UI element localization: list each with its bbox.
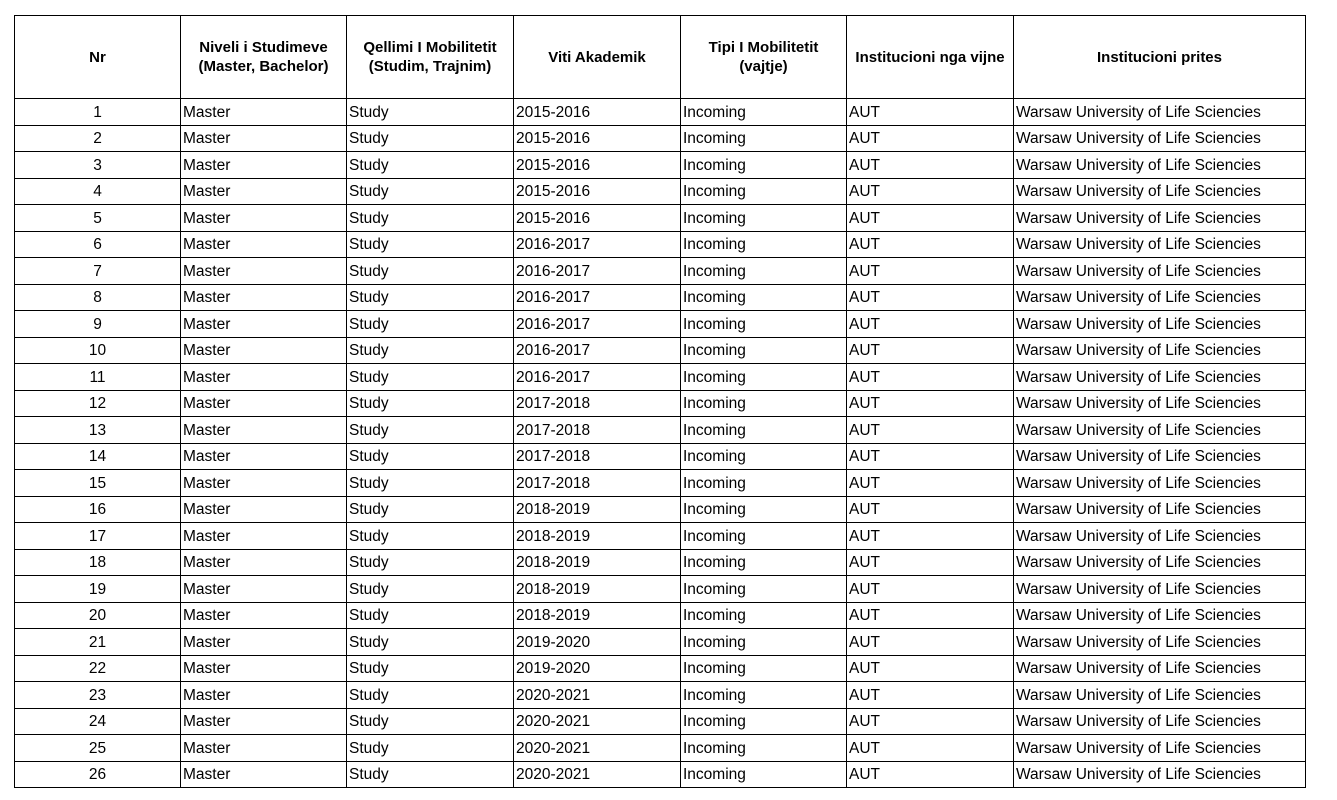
cell-nr: 20 <box>15 602 181 629</box>
cell-mobility-purpose: Study <box>347 496 514 523</box>
cell-mobility-purpose: Study <box>347 470 514 497</box>
cell-host-institution: Warsaw University of Life Sciencies <box>1014 549 1306 576</box>
cell-sending-institution: AUT <box>847 417 1014 444</box>
table-row <box>15 629 1306 656</box>
cell-nr: 1 <box>15 99 181 126</box>
cell-nr: 2 <box>15 125 181 152</box>
table-row <box>15 364 1306 391</box>
cell-host-institution: Warsaw University of Life Sciencies <box>1014 417 1306 444</box>
cell-mobility-type: Incoming <box>681 258 847 285</box>
table-row <box>15 682 1306 709</box>
cell-mobility-purpose: Study <box>347 231 514 258</box>
cell-host-institution: Warsaw University of Life Sciencies <box>1014 576 1306 603</box>
cell-mobility-type: Incoming <box>681 735 847 762</box>
cell-study-level: Master <box>181 258 347 285</box>
cell-mobility-type: Incoming <box>681 152 847 179</box>
cell-academic-year: 2018-2019 <box>514 602 681 629</box>
cell-study-level: Master <box>181 178 347 205</box>
cell-host-institution: Warsaw University of Life Sciencies <box>1014 311 1306 338</box>
table-row <box>15 761 1306 788</box>
cell-nr: 10 <box>15 337 181 364</box>
header-mobility-type: Tipi I Mobilitetit (vajtje) <box>681 16 847 99</box>
cell-academic-year: 2016-2017 <box>514 311 681 338</box>
cell-nr: 15 <box>15 470 181 497</box>
cell-study-level: Master <box>181 549 347 576</box>
cell-sending-institution: AUT <box>847 231 1014 258</box>
cell-mobility-type: Incoming <box>681 549 847 576</box>
cell-sending-institution: AUT <box>847 205 1014 232</box>
cell-academic-year: 2015-2016 <box>514 99 681 126</box>
cell-study-level: Master <box>181 231 347 258</box>
table-row <box>15 337 1306 364</box>
cell-sending-institution: AUT <box>847 549 1014 576</box>
cell-nr: 16 <box>15 496 181 523</box>
cell-mobility-purpose: Study <box>347 390 514 417</box>
cell-nr: 14 <box>15 443 181 470</box>
cell-mobility-type: Incoming <box>681 284 847 311</box>
cell-mobility-type: Incoming <box>681 708 847 735</box>
table-row <box>15 708 1306 735</box>
table-row <box>15 417 1306 444</box>
cell-host-institution: Warsaw University of Life Sciencies <box>1014 258 1306 285</box>
cell-study-level: Master <box>181 364 347 391</box>
cell-sending-institution: AUT <box>847 629 1014 656</box>
cell-academic-year: 2018-2019 <box>514 496 681 523</box>
table-row <box>15 470 1306 497</box>
cell-study-level: Master <box>181 152 347 179</box>
cell-sending-institution: AUT <box>847 735 1014 762</box>
cell-mobility-type: Incoming <box>681 125 847 152</box>
cell-study-level: Master <box>181 523 347 550</box>
cell-academic-year: 2019-2020 <box>514 629 681 656</box>
cell-study-level: Master <box>181 311 347 338</box>
cell-nr: 21 <box>15 629 181 656</box>
cell-sending-institution: AUT <box>847 258 1014 285</box>
cell-academic-year: 2015-2016 <box>514 125 681 152</box>
cell-study-level: Master <box>181 496 347 523</box>
cell-study-level: Master <box>181 708 347 735</box>
cell-sending-institution: AUT <box>847 708 1014 735</box>
cell-host-institution: Warsaw University of Life Sciencies <box>1014 682 1306 709</box>
cell-mobility-purpose: Study <box>347 99 514 126</box>
cell-mobility-type: Incoming <box>681 178 847 205</box>
cell-mobility-type: Incoming <box>681 470 847 497</box>
cell-host-institution: Warsaw University of Life Sciencies <box>1014 629 1306 656</box>
cell-nr: 25 <box>15 735 181 762</box>
cell-study-level: Master <box>181 470 347 497</box>
cell-sending-institution: AUT <box>847 364 1014 391</box>
cell-academic-year: 2020-2021 <box>514 735 681 762</box>
cell-host-institution: Warsaw University of Life Sciencies <box>1014 125 1306 152</box>
cell-sending-institution: AUT <box>847 576 1014 603</box>
cell-mobility-purpose: Study <box>347 205 514 232</box>
cell-sending-institution: AUT <box>847 125 1014 152</box>
cell-mobility-purpose: Study <box>347 523 514 550</box>
cell-academic-year: 2016-2017 <box>514 231 681 258</box>
cell-study-level: Master <box>181 682 347 709</box>
cell-study-level: Master <box>181 99 347 126</box>
cell-sending-institution: AUT <box>847 496 1014 523</box>
table-row <box>15 311 1306 338</box>
cell-academic-year: 2017-2018 <box>514 443 681 470</box>
table-row <box>15 258 1306 285</box>
cell-sending-institution: AUT <box>847 99 1014 126</box>
cell-host-institution: Warsaw University of Life Sciencies <box>1014 99 1306 126</box>
cell-sending-institution: AUT <box>847 470 1014 497</box>
cell-sending-institution: AUT <box>847 682 1014 709</box>
cell-study-level: Master <box>181 417 347 444</box>
cell-mobility-type: Incoming <box>681 99 847 126</box>
cell-host-institution: Warsaw University of Life Sciencies <box>1014 205 1306 232</box>
cell-academic-year: 2018-2019 <box>514 576 681 603</box>
cell-study-level: Master <box>181 576 347 603</box>
cell-host-institution: Warsaw University of Life Sciencies <box>1014 152 1306 179</box>
table-row <box>15 443 1306 470</box>
cell-study-level: Master <box>181 337 347 364</box>
cell-nr: 6 <box>15 231 181 258</box>
cell-study-level: Master <box>181 761 347 788</box>
cell-study-level: Master <box>181 443 347 470</box>
cell-mobility-purpose: Study <box>347 337 514 364</box>
cell-nr: 8 <box>15 284 181 311</box>
cell-mobility-purpose: Study <box>347 735 514 762</box>
cell-nr: 3 <box>15 152 181 179</box>
mobility-table <box>14 15 1306 788</box>
table-row <box>15 99 1306 126</box>
table-row <box>15 231 1306 258</box>
header-nr: Nr <box>15 16 181 99</box>
table-row <box>15 735 1306 762</box>
cell-mobility-type: Incoming <box>681 364 847 391</box>
cell-sending-institution: AUT <box>847 311 1014 338</box>
cell-sending-institution: AUT <box>847 602 1014 629</box>
cell-nr: 13 <box>15 417 181 444</box>
cell-host-institution: Warsaw University of Life Sciencies <box>1014 443 1306 470</box>
cell-mobility-purpose: Study <box>347 178 514 205</box>
cell-host-institution: Warsaw University of Life Sciencies <box>1014 496 1306 523</box>
cell-host-institution: Warsaw University of Life Sciencies <box>1014 364 1306 391</box>
cell-mobility-type: Incoming <box>681 231 847 258</box>
cell-academic-year: 2018-2019 <box>514 523 681 550</box>
cell-host-institution: Warsaw University of Life Sciencies <box>1014 708 1306 735</box>
cell-academic-year: 2017-2018 <box>514 417 681 444</box>
cell-sending-institution: AUT <box>847 152 1014 179</box>
table-row <box>15 655 1306 682</box>
cell-nr: 9 <box>15 311 181 338</box>
cell-nr: 23 <box>15 682 181 709</box>
cell-nr: 19 <box>15 576 181 603</box>
cell-sending-institution: AUT <box>847 761 1014 788</box>
cell-nr: 17 <box>15 523 181 550</box>
table-row <box>15 205 1306 232</box>
cell-mobility-purpose: Study <box>347 708 514 735</box>
cell-academic-year: 2016-2017 <box>514 337 681 364</box>
cell-nr: 4 <box>15 178 181 205</box>
cell-host-institution: Warsaw University of Life Sciencies <box>1014 284 1306 311</box>
cell-academic-year: 2015-2016 <box>514 205 681 232</box>
cell-mobility-type: Incoming <box>681 390 847 417</box>
cell-mobility-purpose: Study <box>347 549 514 576</box>
table-row <box>15 523 1306 550</box>
header-academic-year: Viti Akademik <box>514 16 681 99</box>
table-row <box>15 125 1306 152</box>
cell-host-institution: Warsaw University of Life Sciencies <box>1014 602 1306 629</box>
cell-nr: 26 <box>15 761 181 788</box>
cell-nr: 24 <box>15 708 181 735</box>
header-sending-institution: Institucioni nga vijne <box>847 16 1014 99</box>
cell-mobility-purpose: Study <box>347 364 514 391</box>
cell-host-institution: Warsaw University of Life Sciencies <box>1014 337 1306 364</box>
cell-host-institution: Warsaw University of Life Sciencies <box>1014 655 1306 682</box>
cell-sending-institution: AUT <box>847 443 1014 470</box>
cell-sending-institution: AUT <box>847 390 1014 417</box>
header-study-level: Niveli i Studimeve (Master, Bachelor) <box>181 16 347 99</box>
cell-mobility-purpose: Study <box>347 311 514 338</box>
cell-mobility-type: Incoming <box>681 682 847 709</box>
cell-study-level: Master <box>181 602 347 629</box>
cell-sending-institution: AUT <box>847 337 1014 364</box>
cell-academic-year: 2018-2019 <box>514 549 681 576</box>
cell-host-institution: Warsaw University of Life Sciencies <box>1014 231 1306 258</box>
cell-mobility-type: Incoming <box>681 205 847 232</box>
cell-academic-year: 2016-2017 <box>514 258 681 285</box>
cell-mobility-type: Incoming <box>681 655 847 682</box>
cell-host-institution: Warsaw University of Life Sciencies <box>1014 735 1306 762</box>
cell-academic-year: 2017-2018 <box>514 390 681 417</box>
cell-academic-year: 2020-2021 <box>514 708 681 735</box>
cell-mobility-purpose: Study <box>347 655 514 682</box>
cell-academic-year: 2015-2016 <box>514 178 681 205</box>
cell-mobility-type: Incoming <box>681 337 847 364</box>
cell-host-institution: Warsaw University of Life Sciencies <box>1014 761 1306 788</box>
table-row <box>15 178 1306 205</box>
cell-nr: 11 <box>15 364 181 391</box>
cell-host-institution: Warsaw University of Life Sciencies <box>1014 178 1306 205</box>
cell-host-institution: Warsaw University of Life Sciencies <box>1014 523 1306 550</box>
cell-mobility-purpose: Study <box>347 629 514 656</box>
cell-mobility-purpose: Study <box>347 682 514 709</box>
cell-mobility-type: Incoming <box>681 523 847 550</box>
cell-mobility-type: Incoming <box>681 417 847 444</box>
cell-study-level: Master <box>181 390 347 417</box>
cell-academic-year: 2016-2017 <box>514 364 681 391</box>
cell-mobility-purpose: Study <box>347 443 514 470</box>
cell-nr: 7 <box>15 258 181 285</box>
table-row <box>15 390 1306 417</box>
cell-study-level: Master <box>181 284 347 311</box>
cell-mobility-purpose: Study <box>347 125 514 152</box>
table-row <box>15 496 1306 523</box>
cell-mobility-purpose: Study <box>347 417 514 444</box>
cell-study-level: Master <box>181 205 347 232</box>
cell-academic-year: 2020-2021 <box>514 761 681 788</box>
cell-academic-year: 2019-2020 <box>514 655 681 682</box>
cell-study-level: Master <box>181 735 347 762</box>
cell-mobility-type: Incoming <box>681 761 847 788</box>
cell-mobility-purpose: Study <box>347 602 514 629</box>
cell-study-level: Master <box>181 125 347 152</box>
cell-sending-institution: AUT <box>847 284 1014 311</box>
cell-mobility-type: Incoming <box>681 576 847 603</box>
cell-nr: 18 <box>15 549 181 576</box>
cell-host-institution: Warsaw University of Life Sciencies <box>1014 390 1306 417</box>
cell-mobility-purpose: Study <box>347 152 514 179</box>
cell-sending-institution: AUT <box>847 655 1014 682</box>
cell-academic-year: 2016-2017 <box>514 284 681 311</box>
cell-mobility-purpose: Study <box>347 576 514 603</box>
header-row <box>15 16 1306 99</box>
cell-mobility-type: Incoming <box>681 311 847 338</box>
cell-mobility-purpose: Study <box>347 761 514 788</box>
cell-mobility-purpose: Study <box>347 284 514 311</box>
table-row <box>15 284 1306 311</box>
cell-nr: 12 <box>15 390 181 417</box>
cell-mobility-type: Incoming <box>681 496 847 523</box>
cell-host-institution: Warsaw University of Life Sciencies <box>1014 470 1306 497</box>
cell-sending-institution: AUT <box>847 523 1014 550</box>
cell-academic-year: 2017-2018 <box>514 470 681 497</box>
header-host-institution: Institucioni prites <box>1014 16 1306 99</box>
cell-mobility-type: Incoming <box>681 602 847 629</box>
cell-mobility-purpose: Study <box>347 258 514 285</box>
cell-study-level: Master <box>181 655 347 682</box>
cell-mobility-type: Incoming <box>681 443 847 470</box>
table-header <box>15 16 1306 99</box>
cell-nr: 22 <box>15 655 181 682</box>
table-row <box>15 152 1306 179</box>
table-row <box>15 602 1306 629</box>
cell-mobility-type: Incoming <box>681 629 847 656</box>
cell-academic-year: 2020-2021 <box>514 682 681 709</box>
cell-sending-institution: AUT <box>847 178 1014 205</box>
table-row <box>15 576 1306 603</box>
table-row <box>15 549 1306 576</box>
cell-study-level: Master <box>181 629 347 656</box>
cell-nr: 5 <box>15 205 181 232</box>
table-body <box>15 99 1306 788</box>
header-mobility-purpose: Qellimi I Mobilitetit (Studim, Trajnim) <box>347 16 514 99</box>
cell-academic-year: 2015-2016 <box>514 152 681 179</box>
